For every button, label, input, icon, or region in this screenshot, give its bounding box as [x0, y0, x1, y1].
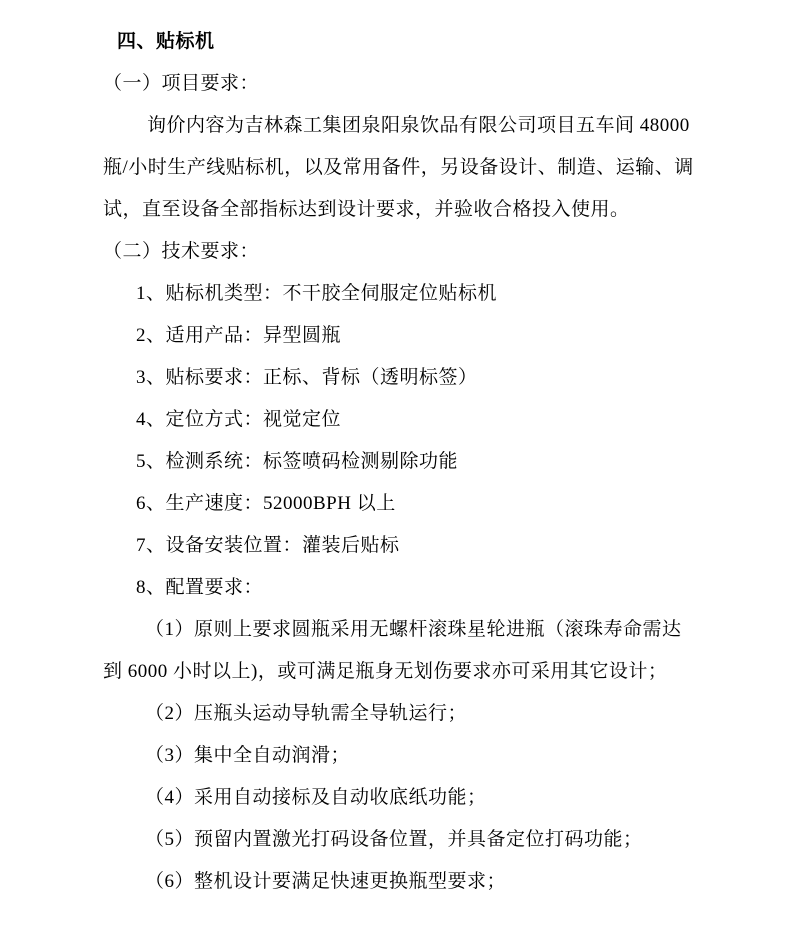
tech-item-7: 7、设备安装位置：灌装后贴标 [136, 535, 400, 556]
tech-item-3: 3、贴标要求：正标、背标（透明标签） [136, 367, 478, 388]
tech-item-1: 1、贴标机类型：不干胶全伺服定位贴标机 [136, 283, 498, 304]
tech-item-6: 6、生产速度：52000BPH 以上 [136, 493, 396, 514]
subsection-2-title: （二）技术要求： [103, 241, 260, 262]
config-item-4: （4）采用自动接标及自动收底纸功能； [145, 787, 487, 808]
tech-item-8: 8、配置要求： [136, 577, 264, 598]
intro-paragraph-line-1: 询价内容为吉林森工集团泉阳泉饮品有限公司项目五车间 48000 [147, 115, 690, 136]
section-heading: 四、贴标机 [117, 31, 215, 52]
tech-item-2: 2、适用产品：异型圆瓶 [136, 325, 342, 346]
config-item-6: （6）整机设计要满足快速更换瓶型要求； [145, 871, 507, 892]
tech-item-4: 4、定位方式：视觉定位 [136, 409, 342, 430]
config-item-2: （2）压瓶头运动导轨需全导轨运行； [145, 703, 468, 724]
subsection-1-title: （一）项目要求： [103, 73, 260, 94]
intro-paragraph-line-3: 试，直至设备全部指标达到设计要求，并验收合格投入使用。 [103, 199, 630, 220]
config-item-3: （3）集中全自动润滑； [145, 745, 351, 766]
intro-paragraph-line-2: 瓶/小时生产线贴标机，以及常用备件，另设备设计、制造、运输、调 [103, 157, 694, 178]
tech-item-5: 5、检测系统：标签喷码检测剔除功能 [136, 451, 459, 472]
config-item-1-line-1: （1）原则上要求圆瓶采用无螺杆滚珠星轮进瓶（滚珠寿命需达 [145, 619, 682, 640]
config-item-5: （5）预留内置激光打码设备位置，并具备定位打码功能； [145, 829, 643, 850]
config-item-1-line-2: 到 6000 小时以上)，或可满足瓶身无划伤要求亦可采用其它设计； [103, 661, 668, 682]
